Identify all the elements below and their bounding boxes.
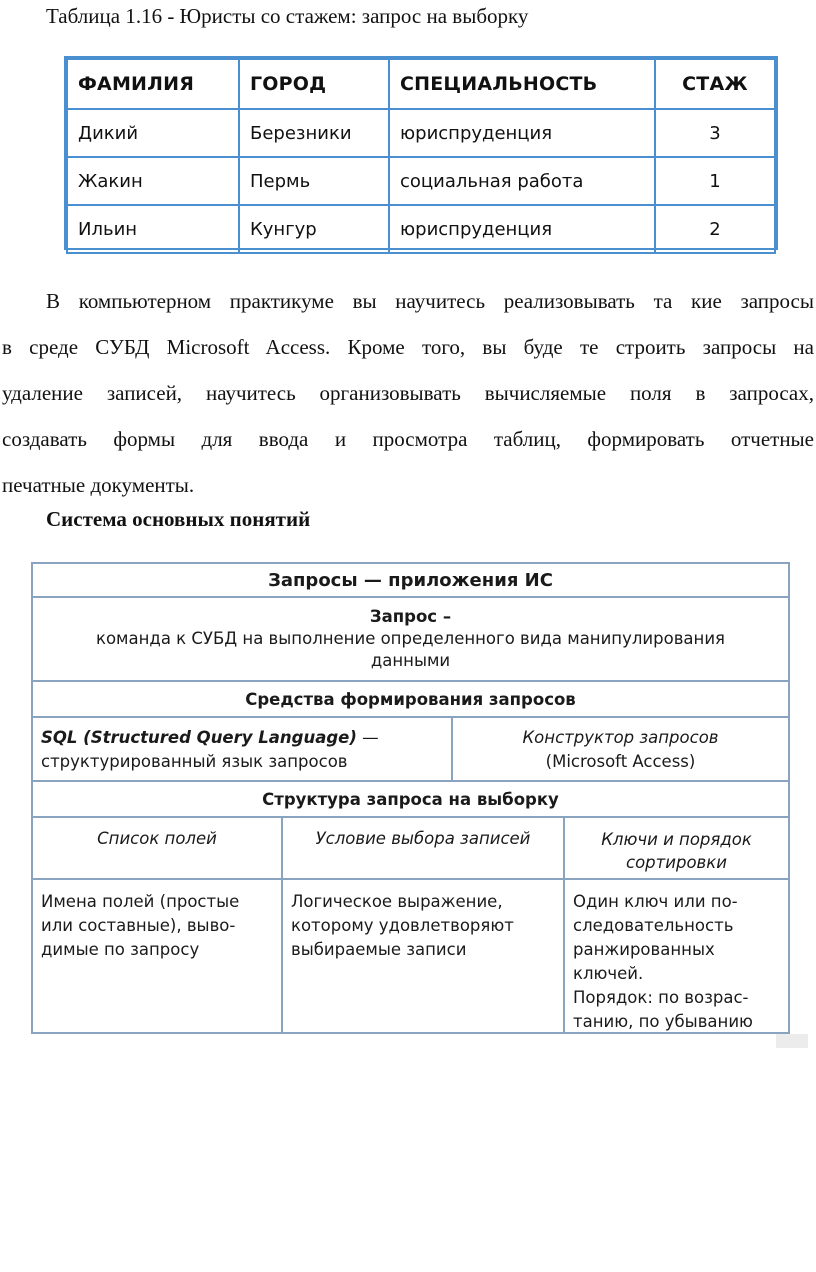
paragraph-line: В компьютерном практикуме вы научитесь реализовывать та кие запросы bbox=[46, 289, 814, 313]
column-header-specialty: СПЕЦИАЛЬНОСТЬ bbox=[389, 59, 655, 109]
query-definition-box bbox=[33, 598, 788, 682]
lawyers-table bbox=[64, 56, 778, 250]
paragraph-line: создавать формы для ввода и просмотра таблиц, формировать отчетные bbox=[2, 427, 814, 451]
paragraph-line: в среде СУБД Microsoft Access. Кроме того, вы буде те строить запросы на bbox=[2, 335, 814, 359]
builder-box bbox=[453, 718, 788, 780]
paragraph-line: удаление записей, научитесь организовывать вычисляемые поля в запросах, bbox=[2, 381, 814, 405]
fields-list-header: Список полей bbox=[33, 818, 283, 878]
text-line: Порядок: по возрас- bbox=[573, 988, 749, 1007]
cell-experience: 3 bbox=[655, 109, 775, 157]
builder-app: (Microsoft Access) bbox=[545, 752, 696, 771]
cell-city: Кунгур bbox=[239, 205, 389, 253]
table-caption: Таблица 1.16 - Юристы со стажем: запрос на выборку bbox=[46, 4, 529, 28]
cell-specialty: юриспруденция bbox=[389, 205, 655, 253]
means-row bbox=[33, 718, 788, 782]
column-header-surname: ФАМИЛИЯ bbox=[67, 59, 239, 109]
cell-experience: 2 bbox=[655, 205, 775, 253]
structure-title: Структура запроса на выборку bbox=[33, 782, 788, 818]
sort-keys-text bbox=[565, 880, 788, 1032]
query-term: Запрос – bbox=[369, 607, 452, 626]
builder-name: Конструктор запросов bbox=[522, 728, 719, 747]
sql-box bbox=[33, 718, 453, 780]
text-line: танию, по убыванию bbox=[573, 1012, 753, 1031]
diagram-title: Запросы — приложения ИС bbox=[268, 570, 553, 591]
text-line: или составные), выво- bbox=[41, 916, 236, 935]
diagram-title-row bbox=[33, 564, 788, 598]
table-header-row bbox=[67, 59, 775, 109]
structure-headers bbox=[33, 818, 788, 880]
structure-contents bbox=[33, 880, 788, 1032]
text-line: следовательность bbox=[573, 916, 734, 935]
fields-list-text bbox=[33, 880, 283, 1032]
cell-city: Пермь bbox=[239, 157, 389, 205]
text-line: ключей. bbox=[573, 964, 644, 983]
sort-keys-header-line: Ключи и порядок bbox=[601, 830, 752, 849]
concepts-diagram bbox=[31, 562, 790, 1034]
cell-surname: Ильин bbox=[67, 205, 239, 253]
query-definition-line: команда к СУБД на выполнение определенного вида манипулирования bbox=[96, 629, 725, 648]
text-line: ранжированных bbox=[573, 940, 715, 959]
sql-name: SQL (Structured Query Language) bbox=[41, 728, 357, 747]
cell-surname: Жакин bbox=[67, 157, 239, 205]
query-definition-line: данными bbox=[370, 651, 451, 670]
sql-description: структурированный язык запросов bbox=[41, 752, 348, 771]
cell-city: Березники bbox=[239, 109, 389, 157]
body-paragraph bbox=[0, 278, 816, 508]
cell-specialty: юриспруденция bbox=[389, 109, 655, 157]
cell-surname: Дикий bbox=[67, 109, 239, 157]
sort-keys-header bbox=[565, 818, 788, 878]
text-line: Имена полей (простые bbox=[41, 892, 240, 911]
text-line: выбираемые записи bbox=[291, 940, 467, 959]
sort-keys-header-line: сортировки bbox=[626, 853, 727, 872]
cell-specialty: социальная работа bbox=[389, 157, 655, 205]
column-header-city: ГОРОД bbox=[239, 59, 389, 109]
sql-dash: — bbox=[356, 728, 379, 747]
section-heading: Система основных понятий bbox=[46, 507, 311, 531]
text-line: димые по запросу bbox=[41, 940, 200, 959]
table-row bbox=[67, 157, 775, 205]
table-row bbox=[67, 109, 775, 157]
text-line: которому удовлетворяют bbox=[291, 916, 514, 935]
means-title: Средства формирования запросов bbox=[33, 682, 788, 718]
cell-experience: 1 bbox=[655, 157, 775, 205]
text-line: Логическое выражение, bbox=[291, 892, 503, 911]
paragraph-line: печатные документы. bbox=[2, 473, 195, 497]
text-line: Один ключ или по- bbox=[573, 892, 738, 911]
column-header-experience: СТАЖ bbox=[655, 59, 775, 109]
selection-condition-header: Условие выбора записей bbox=[283, 818, 565, 878]
selection-condition-text bbox=[283, 880, 565, 1032]
scan-shadow bbox=[776, 1034, 808, 1048]
table-row bbox=[67, 205, 775, 253]
